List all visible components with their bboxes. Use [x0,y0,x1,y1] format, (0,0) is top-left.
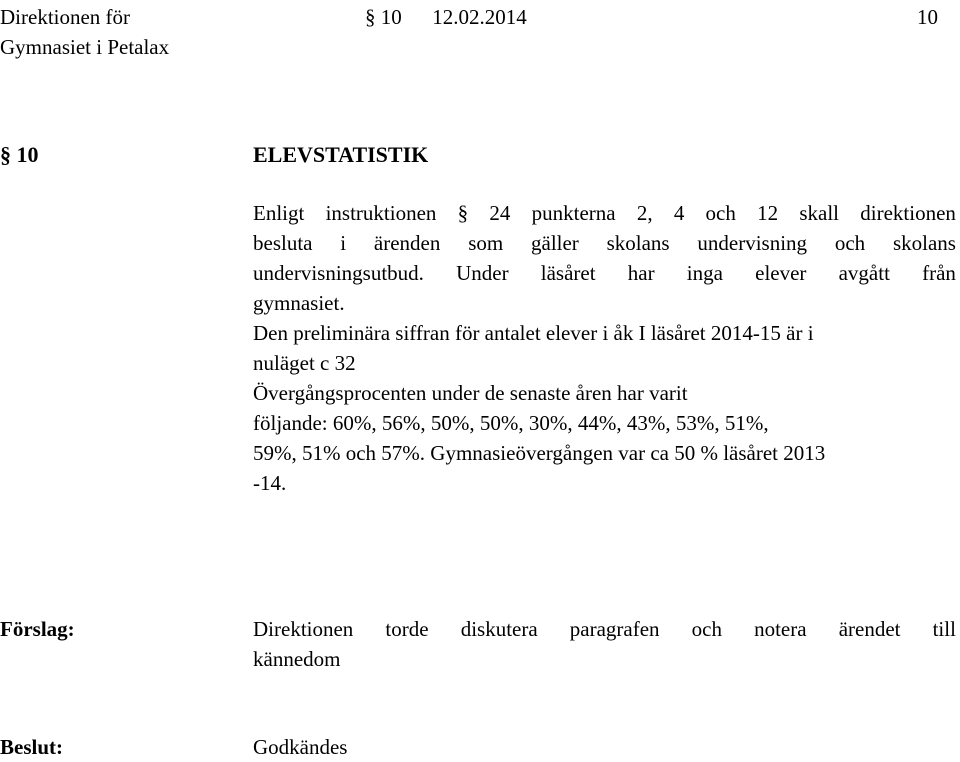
body-word: § [457,201,469,225]
proposal-text [253,614,956,674]
body-word: 2, [636,201,653,225]
proposal-word: paragrafen [569,617,660,641]
proposal-word: torde [385,617,429,641]
body-word: och [705,201,736,225]
body-word: och [834,231,866,255]
body-word: inga [686,261,723,285]
body-line: nuläget c 32 [253,351,356,375]
body-word: som [468,231,504,255]
proposal-word: diskutera [460,617,538,641]
body-text [253,198,956,498]
body-word: 24 [489,201,511,225]
body-line: -14. [253,471,287,495]
header-section-symbol: § [365,5,376,29]
body-word: 4 [673,201,685,225]
header-org-line1: Direktionen för [0,5,131,29]
proposal-word: till [932,617,956,641]
body-word: har [627,261,655,285]
body-word: direktionen [860,201,956,225]
section-number: 10 [16,142,39,167]
body-word: ärenden [373,231,441,255]
body-word: skolans [892,231,956,255]
body-word: undervisning [697,231,808,255]
body-justified-line [253,198,956,228]
section-symbol: § [0,142,11,167]
body-word: avgått [838,261,890,285]
body-line: 59%, 51% och 57%. Gymnasieövergången var ca 50 % läsåret 2013 [253,441,826,465]
body-word: punkterna [531,201,616,225]
body-justified-line [253,228,956,258]
body-line: Övergångsprocenten under de senaste åren har varit [253,381,688,405]
proposal-word: ärendet [838,617,901,641]
body-word: Enligt [253,201,305,225]
proposal-label: Förslag: [0,617,75,641]
body-word: undervisningsutbud. [253,261,424,285]
header-org-line2: Gymnasiet i Petalax [0,35,170,59]
proposal-word: och [691,617,722,641]
body-word: Under [456,261,509,285]
body-word: i [340,231,347,255]
body-word: 12 [757,201,779,225]
body-line: följande: 60%, 56%, 50%, 50%, 30%, 44%, 43%, 53%, 51%, [253,411,769,435]
proposal-word: notera [754,617,807,641]
body-line: gymnasiet. [253,291,345,315]
header-section-date [365,2,527,32]
section-number-heading [0,140,39,170]
section-title: ELEVSTATISTIK [253,142,429,167]
header-date: 12.02.2014 [432,5,527,29]
proposal-justified-line [253,614,956,644]
body-line: Den preliminära siffran för antalet elever i åk I läsåret 2014-15 är i [253,321,814,345]
body-word: gäller [531,231,579,255]
proposal-word: Direktionen [253,617,354,641]
body-word: läsåret [540,261,596,285]
body-word: instruktionen [325,201,437,225]
header-organization [0,2,169,62]
body-justified-line [253,258,956,288]
body-word: besluta [253,231,313,255]
decision-text: Godkändes [253,735,348,759]
header-page-number: 10 [917,5,938,29]
decision-label: Beslut: [0,735,63,759]
body-word: skolans [606,231,670,255]
header-section-number: 10 [380,5,402,29]
proposal-last-line: kännedom [253,647,341,671]
body-word: elever [755,261,807,285]
body-word: från [922,261,956,285]
body-word: skall [799,201,840,225]
